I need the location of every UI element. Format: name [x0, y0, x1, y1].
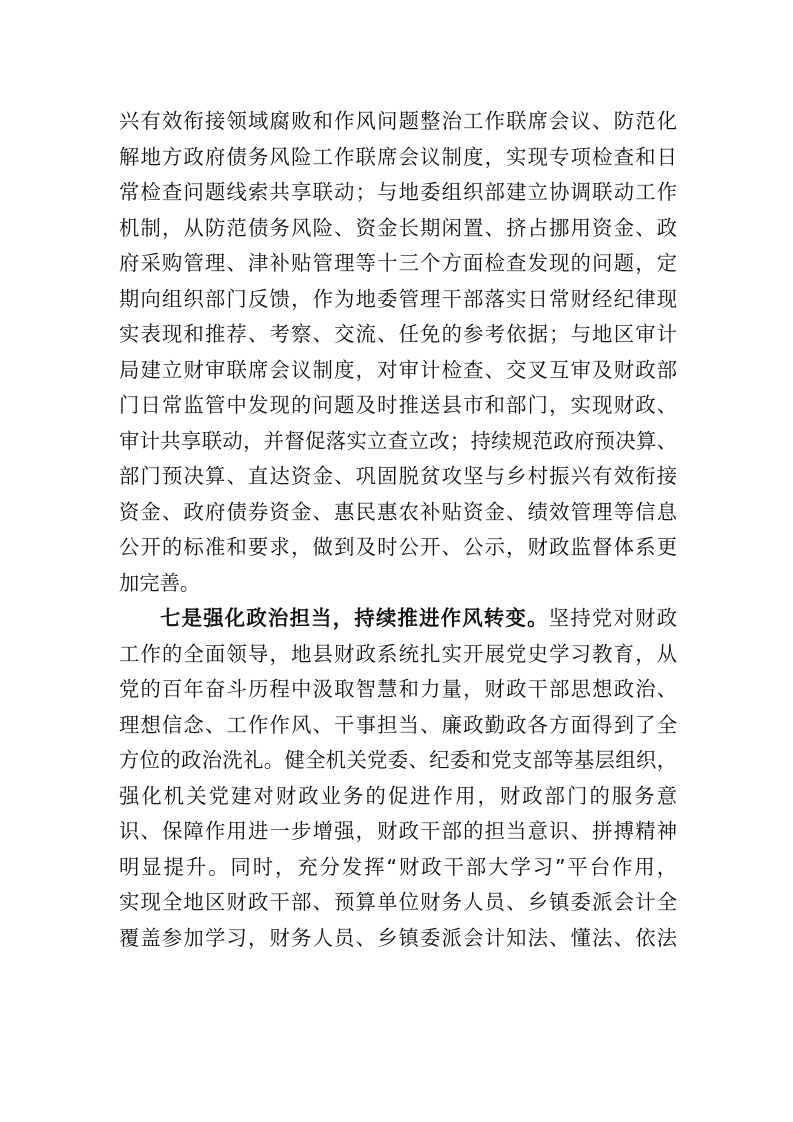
text-line: 强化机关党建对财政业务的促进作用，财政部门的服务意 — [119, 783, 677, 808]
text-line: 资金、政府债券资金、惠民惠农补贴资金、绩效管理等信息 — [119, 499, 677, 524]
text-line: 加完善。 — [119, 570, 201, 595]
text-line: 覆盖参加学习，财务人员、乡镇委派会计知法、懂法、依法 — [119, 925, 677, 950]
text-line: 实表现和推荐、考察、交流、任免的参考依据；与地区审计 — [119, 322, 677, 346]
paragraph-financial-supervision — [119, 104, 677, 601]
text-line: 党的百年奋斗历程中汲取智慧和力量，财政干部思想政治、 — [119, 677, 677, 701]
text-line: 期向组织部门反馈，作为地委管理干部落实日常财经纪律现 — [119, 286, 677, 311]
text-line: 方位的政治洗礼。健全机关党委、纪委和党支部等基层组织， — [119, 748, 677, 772]
text-line: 明显提升。同时，充分发挥“财政干部大学习”平台作用， — [119, 854, 677, 879]
text-line: 府采购管理、津补贴管理等十三个方面检查发现的问题，定 — [119, 251, 677, 275]
text-line: 审计共享联动，并督促落实立查立改；持续规范政府预决算、 — [119, 428, 677, 453]
text-line: 部门预决算、直达资金、巩固脱贫攻坚与乡村振兴有效衔接 — [119, 464, 677, 488]
paragraph-first-line-text: 坚持党对财政 — [548, 606, 677, 630]
paragraph-first-line — [119, 601, 677, 637]
text-line: 工作的全面领导，地县财政系统扎实开展党史学习教育，从 — [119, 641, 677, 666]
text-line: 门日常监管中发现的问题及时推送县市和部门，实现财政、 — [119, 393, 677, 417]
text-line: 常检查问题线索共享联动；与地委组织部建立协调联动工作 — [119, 180, 677, 204]
document-body — [119, 104, 677, 956]
text-line: 识、保障作用进一步增强，财政干部的担当意识、拼搏精神 — [119, 819, 677, 843]
text-line: 公开的标准和要求，做到及时公开、公示，财政监督体系更 — [119, 535, 677, 559]
paragraph-heading: 七是强化政治担当，持续推进作风转变。 — [160, 606, 549, 630]
text-line: 局建立财审联席会议制度，对审计检查、交叉互审及财政部 — [119, 357, 677, 382]
text-line: 理想信念、工作作风、干事担当、廉政勤政各方面得到了全 — [119, 712, 677, 737]
text-line: 解地方政府债务风险工作联席会议制度，实现专项检查和日 — [119, 144, 677, 169]
paragraph-political-responsibility — [119, 601, 677, 956]
text-line: 机制，从防范债务风险、资金长期闲置、挤占挪用资金、政 — [119, 215, 677, 240]
text-line: 实现全地区财政干部、预算单位财务人员、乡镇委派会计全 — [119, 890, 677, 914]
text-line: 兴有效衔接领域腐败和作风问题整治工作联席会议、防范化 — [119, 109, 677, 133]
